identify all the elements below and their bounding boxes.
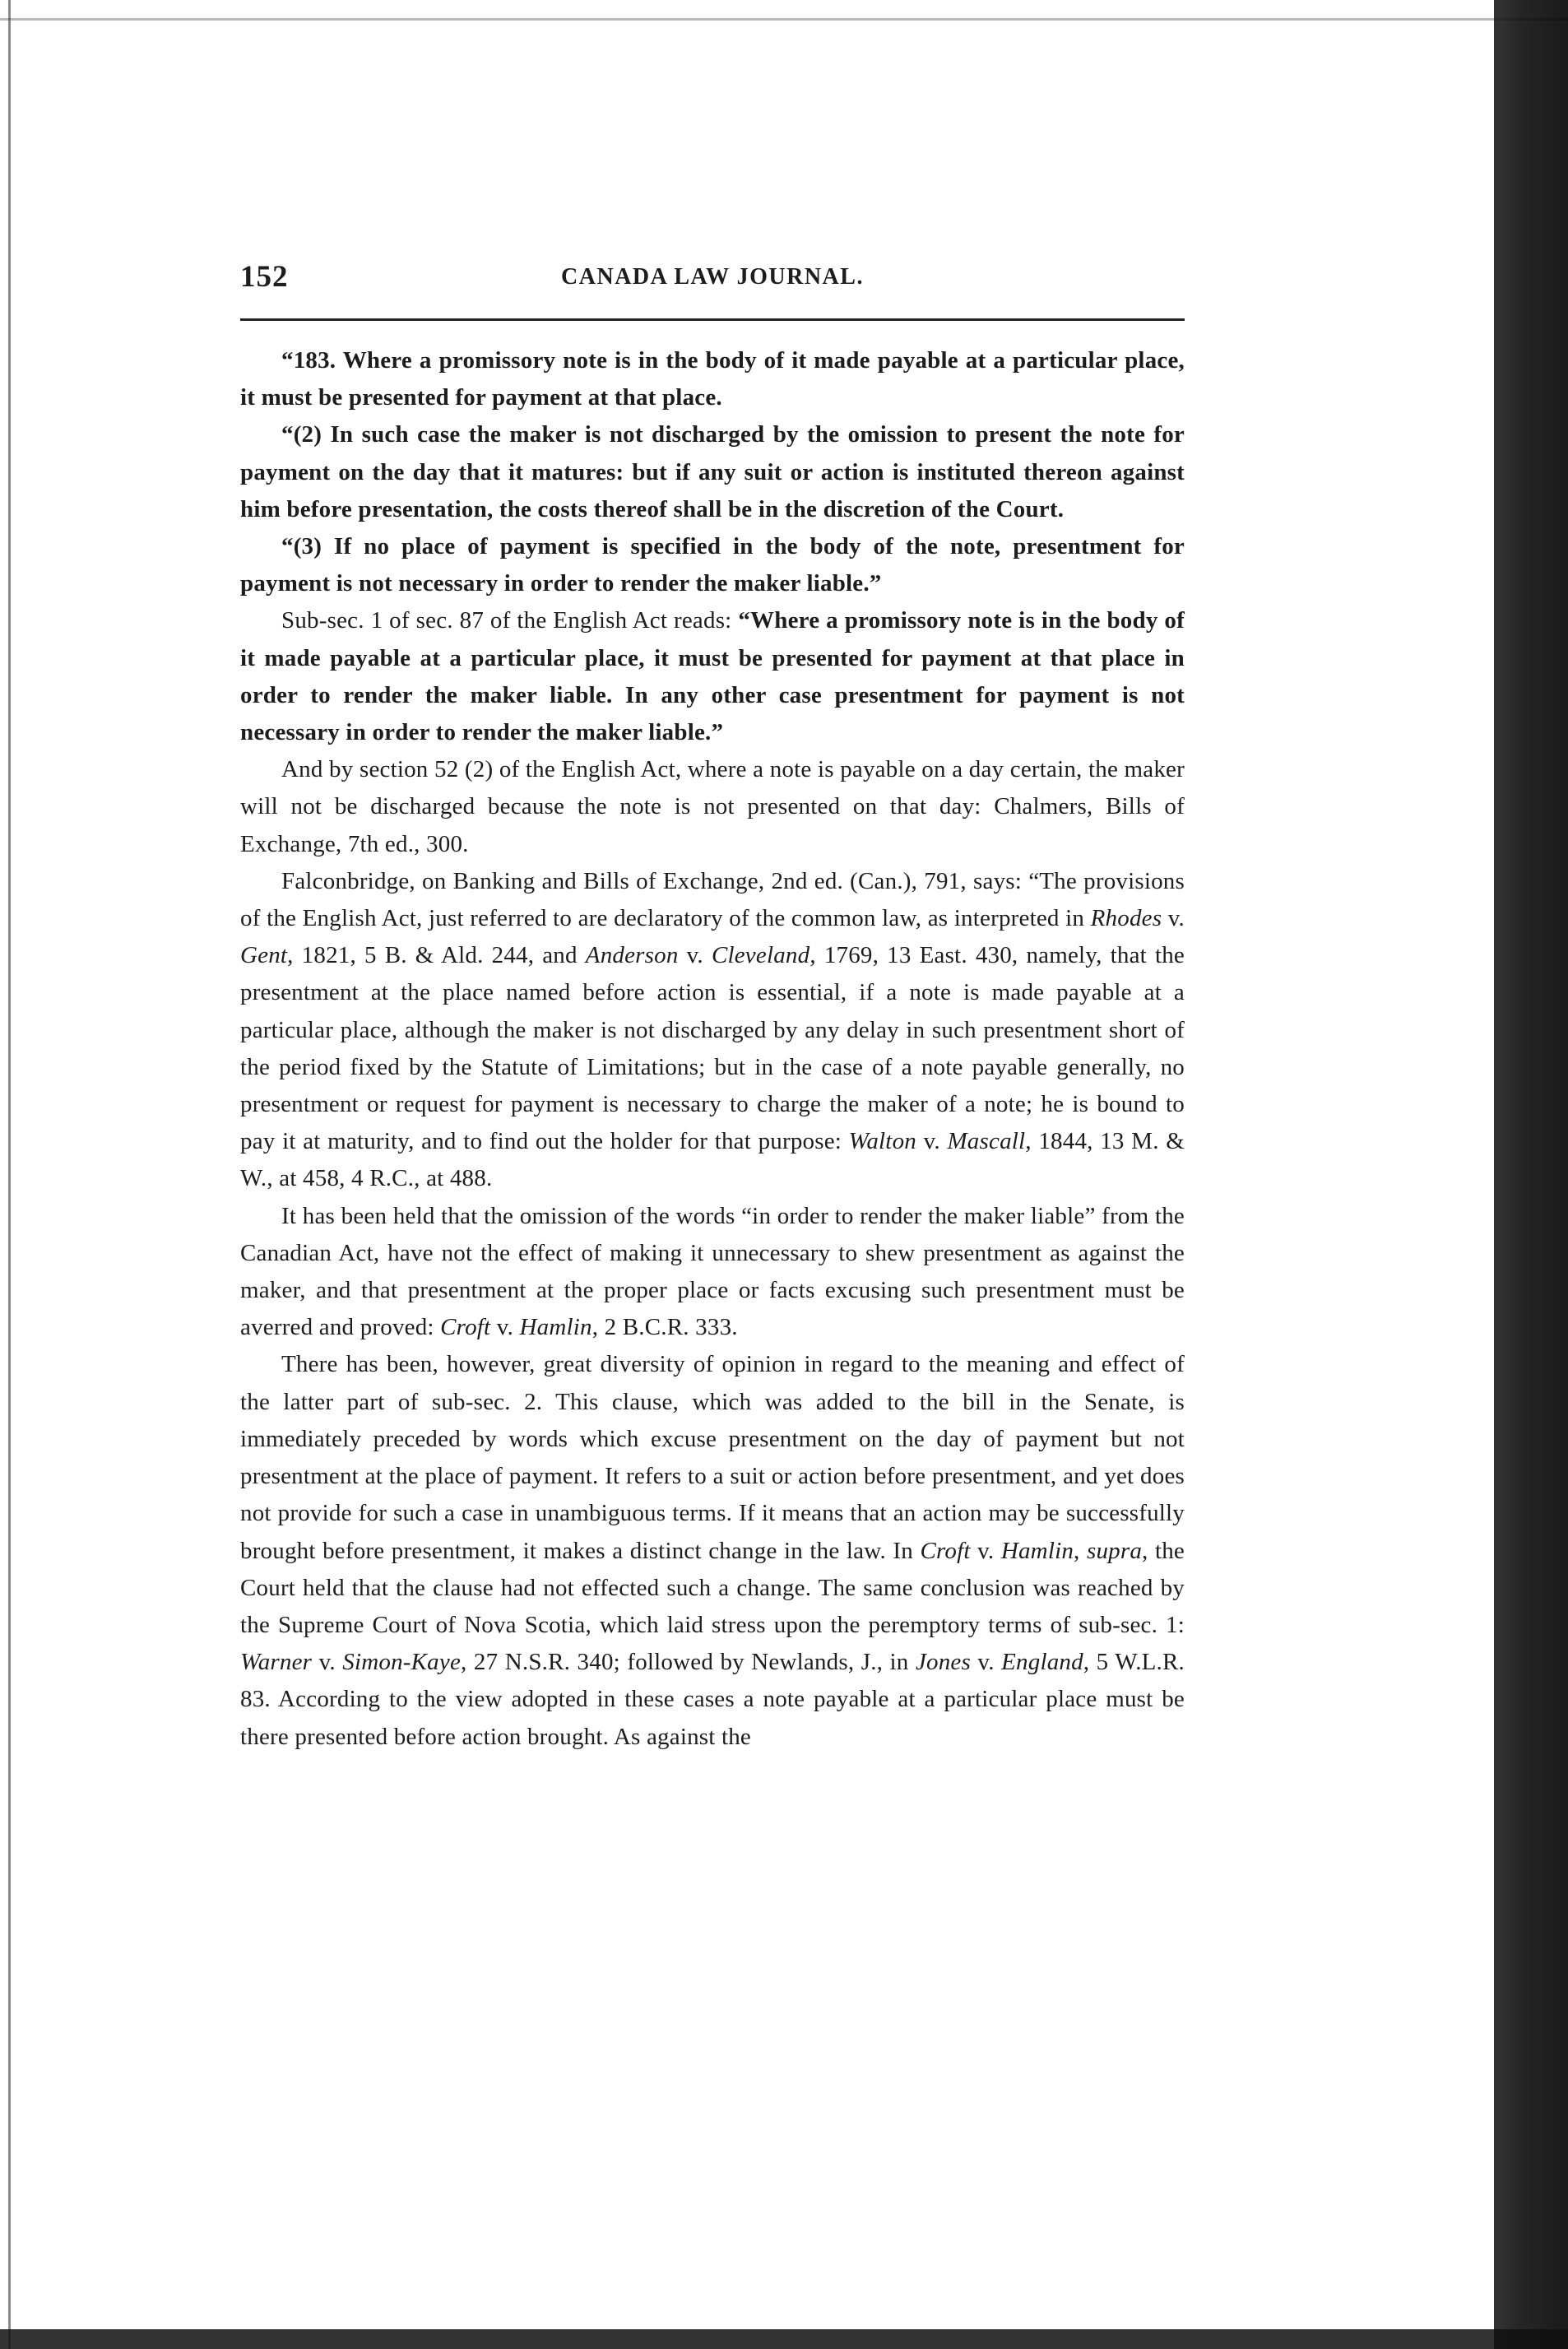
journal-title: CANADA LAW JOURNAL. [561, 264, 864, 290]
text-segment: , [1074, 1537, 1087, 1564]
case-name: Anderson [585, 942, 679, 969]
case-name: Jones [915, 1649, 971, 1676]
text-segment: v. [678, 942, 712, 969]
case-name: Gent [240, 942, 288, 969]
text-segment: , 1821, 5 B. & Ald. 244, and [287, 942, 586, 969]
text-segment: “183. Where a promissory note is in the body of it made payable at a particular place, it must be presented for payment at that place. [240, 347, 1185, 411]
scan-edge-right [1445, 0, 1568, 2349]
case-name: Warner [240, 1649, 313, 1676]
case-name: Simon-Kaye [342, 1649, 462, 1676]
text-segment: v. [970, 1537, 1001, 1564]
paragraph-p7 [240, 1198, 1185, 1347]
case-name: Croft [440, 1314, 491, 1341]
scan-edge-bottom [0, 2329, 1568, 2349]
case-name: Mascall [947, 1128, 1026, 1155]
paragraph-p3 [240, 528, 1185, 602]
text-segment: , the Court held that the clause had not effected such a change. The same conclusion was reached by the Supreme Court of Nova Scotia, which laid stress upon the peremptory terms of sub-sec. 1: [240, 1537, 1185, 1638]
text-segment: v. [490, 1314, 520, 1341]
case-name: Cleveland [711, 942, 810, 969]
case-name: Hamlin [519, 1314, 592, 1341]
text-segment: There has been, however, great diversity of opinion in regard to the meaning and effect of the latter part of sub-sec. 2. This clause, which was added to the bill in the Senate, is immediately preceded by words which excuse presentment on the day of payment but not presentment at the place of payment. It refers to a suit or action before presentment, and yet does not provide for such a case in unambiguous terms. If it means that an action may be successfully brought before presentment, it makes a distinct change in the law. In [240, 1351, 1185, 1564]
body-text [240, 342, 1185, 1756]
paragraph-p6 [240, 863, 1185, 1198]
text-segment: , 1769, 13 East. 430, namely, that the presentment at the place named before action is essential, if a note is made payable at a particular place, although the maker is not discharged by any delay in such presentment short of the period fixed by the Statute of Limitations; but in the case of a note payable generally, no presentment or request for payment is necessary to charge the maker of a note; he is bound to pay it at maturity, and to find out the holder for that purpose: [240, 942, 1185, 1155]
paragraph-p1 [240, 342, 1185, 416]
page [240, 259, 1185, 1756]
text-segment: “Where a promissory note is in the body of it made payable at a particular place, it must be presented for payment at that place in order to render the maker liable. In any other case presentment for payment is not necessary in order to render the maker liable.” [240, 607, 1185, 746]
text-segment: “(2) In such case the maker is not discharged by the omission to present the note for payment on the day that it matures: but if any suit or action is instituted thereon against him before presentation, the costs thereof shall be in the discretion of the Court. [240, 421, 1185, 522]
text-segment: v. [916, 1128, 948, 1155]
text-segment: , 5 W.L.R. 83. According to the view adopted in these cases a note payable at a particular place must be there presented before action brought. As against the [240, 1649, 1185, 1750]
text-segment: “(3) If no place of payment is specified in the body of the note, presentment for payment is not necessary in order to render the maker liable.” [240, 533, 1185, 597]
scan-edge-top [0, 18, 1568, 21]
text-segment: Sub-sec. 1 of sec. 87 of the English Act reads: [281, 607, 739, 634]
text-segment: , 1844, 13 M. & W., at 458, 4 R.C., at 488. [240, 1128, 1185, 1192]
header-rule [240, 318, 1185, 321]
text-segment: It has been held that the omission of the words “in order to render the maker liable” from the Canadian Act, have not the effect of making it unnecessary to shew presentment as against the maker, and that presentment at the proper place or facts excusing such presentment must be averred and proved: [240, 1202, 1185, 1341]
paragraph-p8 [240, 1346, 1185, 1755]
case-name: England [1001, 1649, 1083, 1676]
running-header [240, 259, 1185, 302]
paragraph-p4 [240, 602, 1185, 751]
case-name: Rhodes [1090, 905, 1162, 932]
case-name: supra [1086, 1537, 1143, 1564]
case-name: Walton [848, 1128, 916, 1155]
text-segment: , 27 N.S.R. 340; followed by Newlands, J., in [461, 1649, 916, 1676]
paragraph-p2 [240, 416, 1185, 528]
case-name: Hamlin [1000, 1537, 1074, 1564]
text-segment: v. [1162, 905, 1185, 932]
text-segment: v. [970, 1649, 1002, 1676]
case-name: Croft [920, 1537, 971, 1564]
page-number: 152 [240, 260, 289, 294]
text-segment: , 2 B.C.R. 333. [591, 1314, 738, 1341]
scan-edge-left [8, 0, 11, 2349]
paragraph-p5 [240, 751, 1185, 863]
text-segment: Falconbridge, on Banking and Bills of Exchange, 2nd ed. (Can.), 791, says: “The provisions of the English Act, just referred to are declaratory of the common law, as interpreted in [240, 867, 1185, 932]
text-segment: v. [312, 1649, 343, 1676]
text-segment: And by section 52 (2) of the English Act, where a note is payable on a day certain, the maker will not be discharged because the note is not presented on that day: Chalmers, Bills of Exchange, 7th ed., 300. [240, 756, 1185, 857]
